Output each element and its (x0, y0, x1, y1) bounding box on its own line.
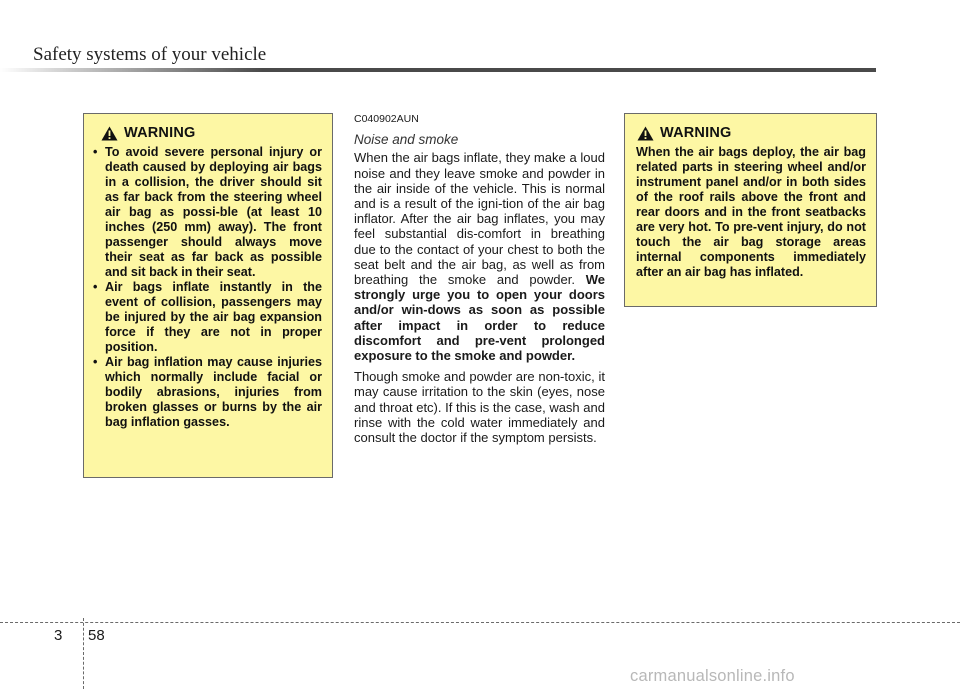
footer-rule (0, 622, 960, 623)
section-subheading: Noise and smoke (354, 132, 459, 148)
footer-divider (83, 618, 84, 689)
warning-list (93, 145, 322, 430)
warning-item: • Air bag inflation may cause injuries which normally include facial or bodily abrasions, injuries from broken glasses or burns by the air bag inflation gasses. (93, 355, 322, 430)
paragraph-1 (354, 150, 605, 363)
warning-triangle-icon (637, 126, 654, 141)
warning-box-left (83, 113, 333, 478)
warning-title: WARNING (124, 125, 196, 141)
section-code: C040902AUN (354, 113, 419, 125)
warning-title: WARNING (660, 125, 732, 141)
warning-text: When the air bags deploy, the air bag related parts in steering wheel and/or instrument panel and/or in both sides of the roof rails above the front and rear doors and in the front seatbacks are very hot. To pre-vent injury, do not touch the air bag storage areas internal components immediately after an air bag has inflated. (636, 145, 866, 279)
paragraph-2: Though smoke and powder are non-toxic, it may cause irritation to the skin (eyes, nose and throat etc). If this is the case, wash and rinse with the cold water immediately and consult the doctor if the symptom persists. (354, 369, 605, 446)
page-number: 58 (88, 627, 105, 644)
warning-triangle-icon (101, 126, 118, 141)
warning-item: • To avoid severe personal injury or death caused by deploying air bags in a collision, the driver should sit as far back from the steering wheel air bag as possi-ble (at least 10 inches (250 mm) away). The front passenger should always move their seat as far back as possible and sit back in their seat. (93, 145, 322, 280)
warning-item: • Air bags inflate instantly in the event of collision, passengers may be injured by the air bag expansion force if they are not in proper position. (93, 280, 322, 355)
header-title: Safety systems of your vehicle (33, 44, 267, 65)
chapter-number: 3 (54, 627, 63, 644)
header-rule (0, 68, 876, 72)
warning-heading (93, 124, 322, 143)
paragraph-1-text: When the air bags inflate, they make a loud noise and they leave smoke and powder in the air inside of the vehicle. This is normal and is a result of the igni-tion of the air bag inflator. After the air bag inflates, you may feel substantial dis-comfort in breathing due to the contact of your chest to both the seat belt and the air bag, as well as from breathing the smoke and powder. (354, 150, 605, 288)
paragraph-1-bold: We strongly urge you to open your doors and/or win-dows as soon as possible after impact in order to reduce discomfort and pre-vent prolonged exposure to the smoke and powder. (354, 272, 605, 364)
warning-box-right (624, 113, 877, 307)
warning-heading (636, 124, 866, 143)
middle-column (354, 112, 605, 451)
watermark: carmanualsonline.info (630, 667, 795, 685)
